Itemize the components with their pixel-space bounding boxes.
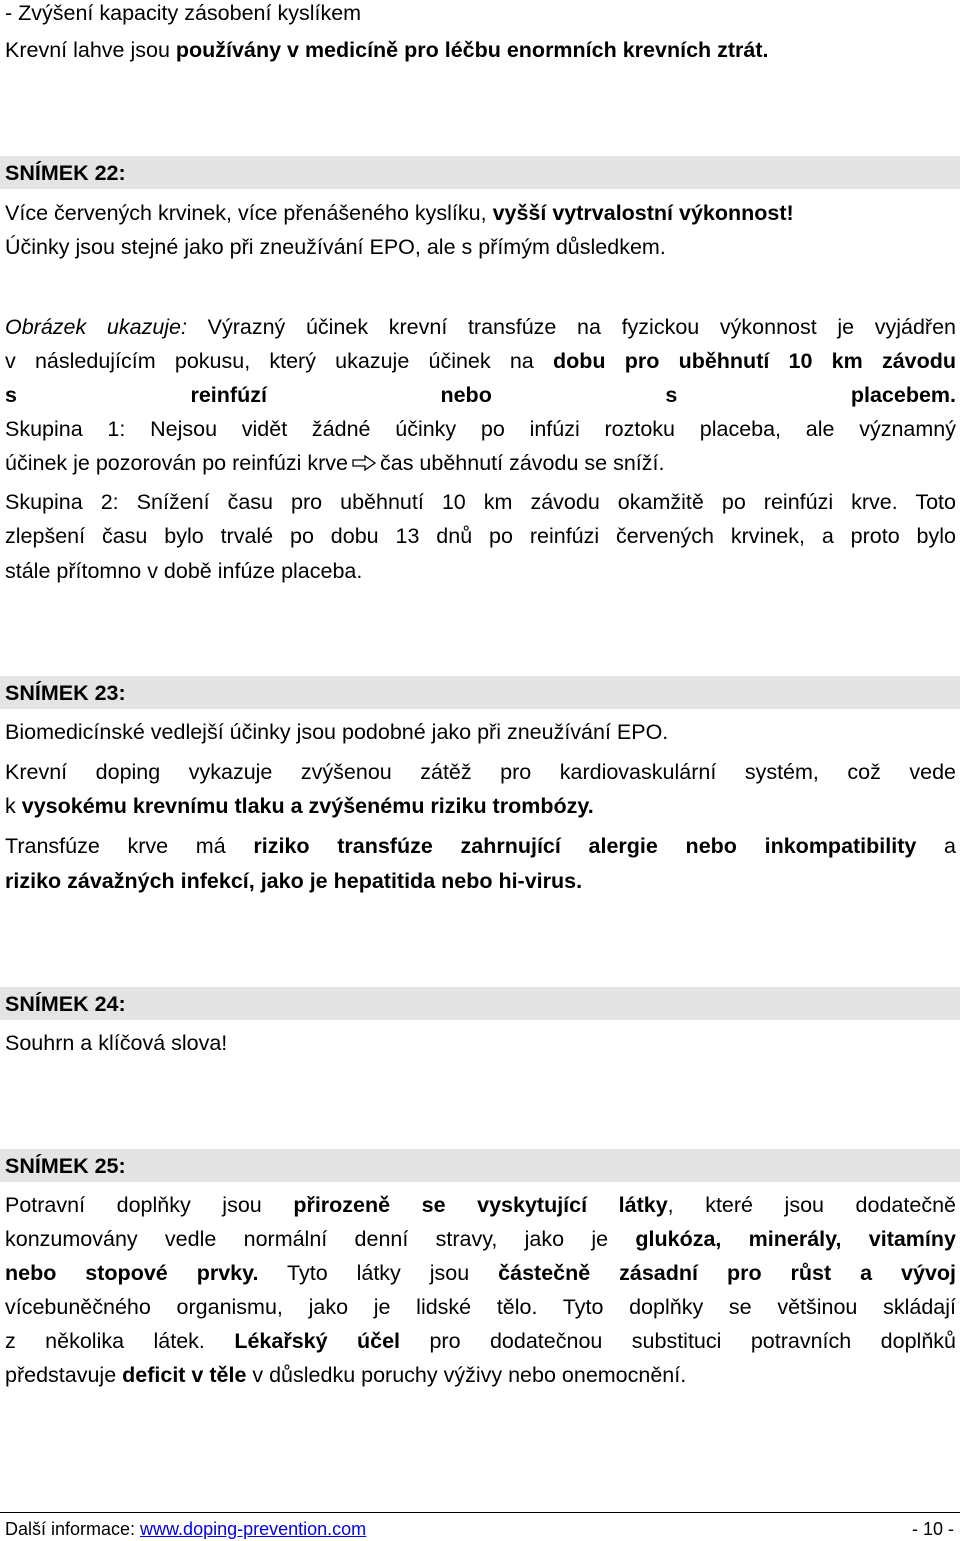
s22-p1-line-1: Obrázek ukazuje: Výrazný účinek krevní transfúze na fyzickou výkonnost je vyjádřen <box>5 315 956 339</box>
section-heading-24: SNÍMEK 24: <box>0 987 960 1020</box>
s25-line-3: nebo stopové prvky. Tyto látky jsou částečně zásadní pro růst a vývoj <box>5 1261 957 1285</box>
s22-p1-line-5: účinek je pozorován po reinfúzi krve čas uběhnutí závodu se sníží. <box>5 451 665 475</box>
s23-line-5: riziko závažných infekcí, jako je hepatitida nebo hi-virus. <box>5 869 583 893</box>
s25-line-5: z několika látek. Lékařský účel pro dodatečnou substituci potravních doplňků <box>5 1329 956 1353</box>
arrow-right-icon <box>352 455 376 471</box>
intro-line-1: - Zvýšení kapacity zásobení kyslíkem <box>5 1 362 25</box>
footer-website-link[interactable]: www.doping-prevention.com <box>140 1519 367 1539</box>
s22-p1-line-2: v následujícím pokusu, který ukazuje účinek na dobu pro uběhnutí 10 km závodu <box>5 349 957 373</box>
s22-line-1: Více červených krvinek, více přenášeného kyslíku, vyšší vytrvalostní výkonnost! <box>5 201 794 225</box>
s22-p2-line-2: zlepšení času bylo trvalé po dobu 13 dnů po reinfúzi červených krvinek, a proto bylo <box>5 524 956 548</box>
s23-line-3: k vysokému krevnímu tlaku a zvýšenému riziku trombózy. <box>5 794 594 818</box>
s23-line-2: Krevní doping vykazuje zvýšenou zátěž pro kardiovaskulární systém, což vede <box>5 760 956 784</box>
s23-line-1: Biomedicínské vedlejší účinky jsou podobné jako při zneužívání EPO. <box>5 720 669 744</box>
s22-p2-line-1: Skupina 2: Snížení času pro uběhnutí 10 km závodu okamžitě po reinfúzi krve. Toto <box>5 490 956 514</box>
s22-p2-line-3: stále přítomno v době infúze placeba. <box>5 559 363 583</box>
page-number: - 10 - <box>911 1519 954 1539</box>
footer-divider <box>0 1512 960 1513</box>
s22-p1-line-4: Skupina 1: Nejsou vidět žádné účinky po infúzi roztoku placeba, ale významný <box>5 417 956 441</box>
s25-line-6: představuje deficit v těle v důsledku poruchy výživy nebo onemocnění. <box>5 1363 687 1387</box>
s25-line-2: konzumovány vedle normální denní stravy, jako je glukóza, minerály, vitamíny <box>5 1227 956 1251</box>
section-heading-22: SNÍMEK 22: <box>0 156 960 189</box>
footer-info: Další informace: www.doping-prevention.com <box>5 1519 367 1539</box>
s23-line-4: Transfúze krve má riziko transfúze zahrnující alergie nebo inkompatibility a <box>5 834 956 858</box>
s22-p1-line-3: s reinfúzí nebo s placebem. <box>5 383 956 407</box>
s24-line-1: Souhrn a klíčová slova! <box>5 1031 228 1055</box>
section-heading-25: SNÍMEK 25: <box>0 1149 960 1182</box>
intro-line-2: Krevní lahve jsou používány v medicíně pro léčbu enormních krevních ztrát. <box>5 38 769 62</box>
s25-line-1: Potravní doplňky jsou přirozeně se vyskytující látky, které jsou dodatečně <box>5 1193 956 1217</box>
section-heading-23: SNÍMEK 23: <box>0 676 960 709</box>
s22-line-2: Účinky jsou stejné jako při zneužívání EPO, ale s přímým důsledkem. <box>5 235 666 259</box>
s25-line-4: vícebuněčného organismu, jako je lidské tělo. Tyto doplňky se většinou skládají <box>5 1295 956 1319</box>
